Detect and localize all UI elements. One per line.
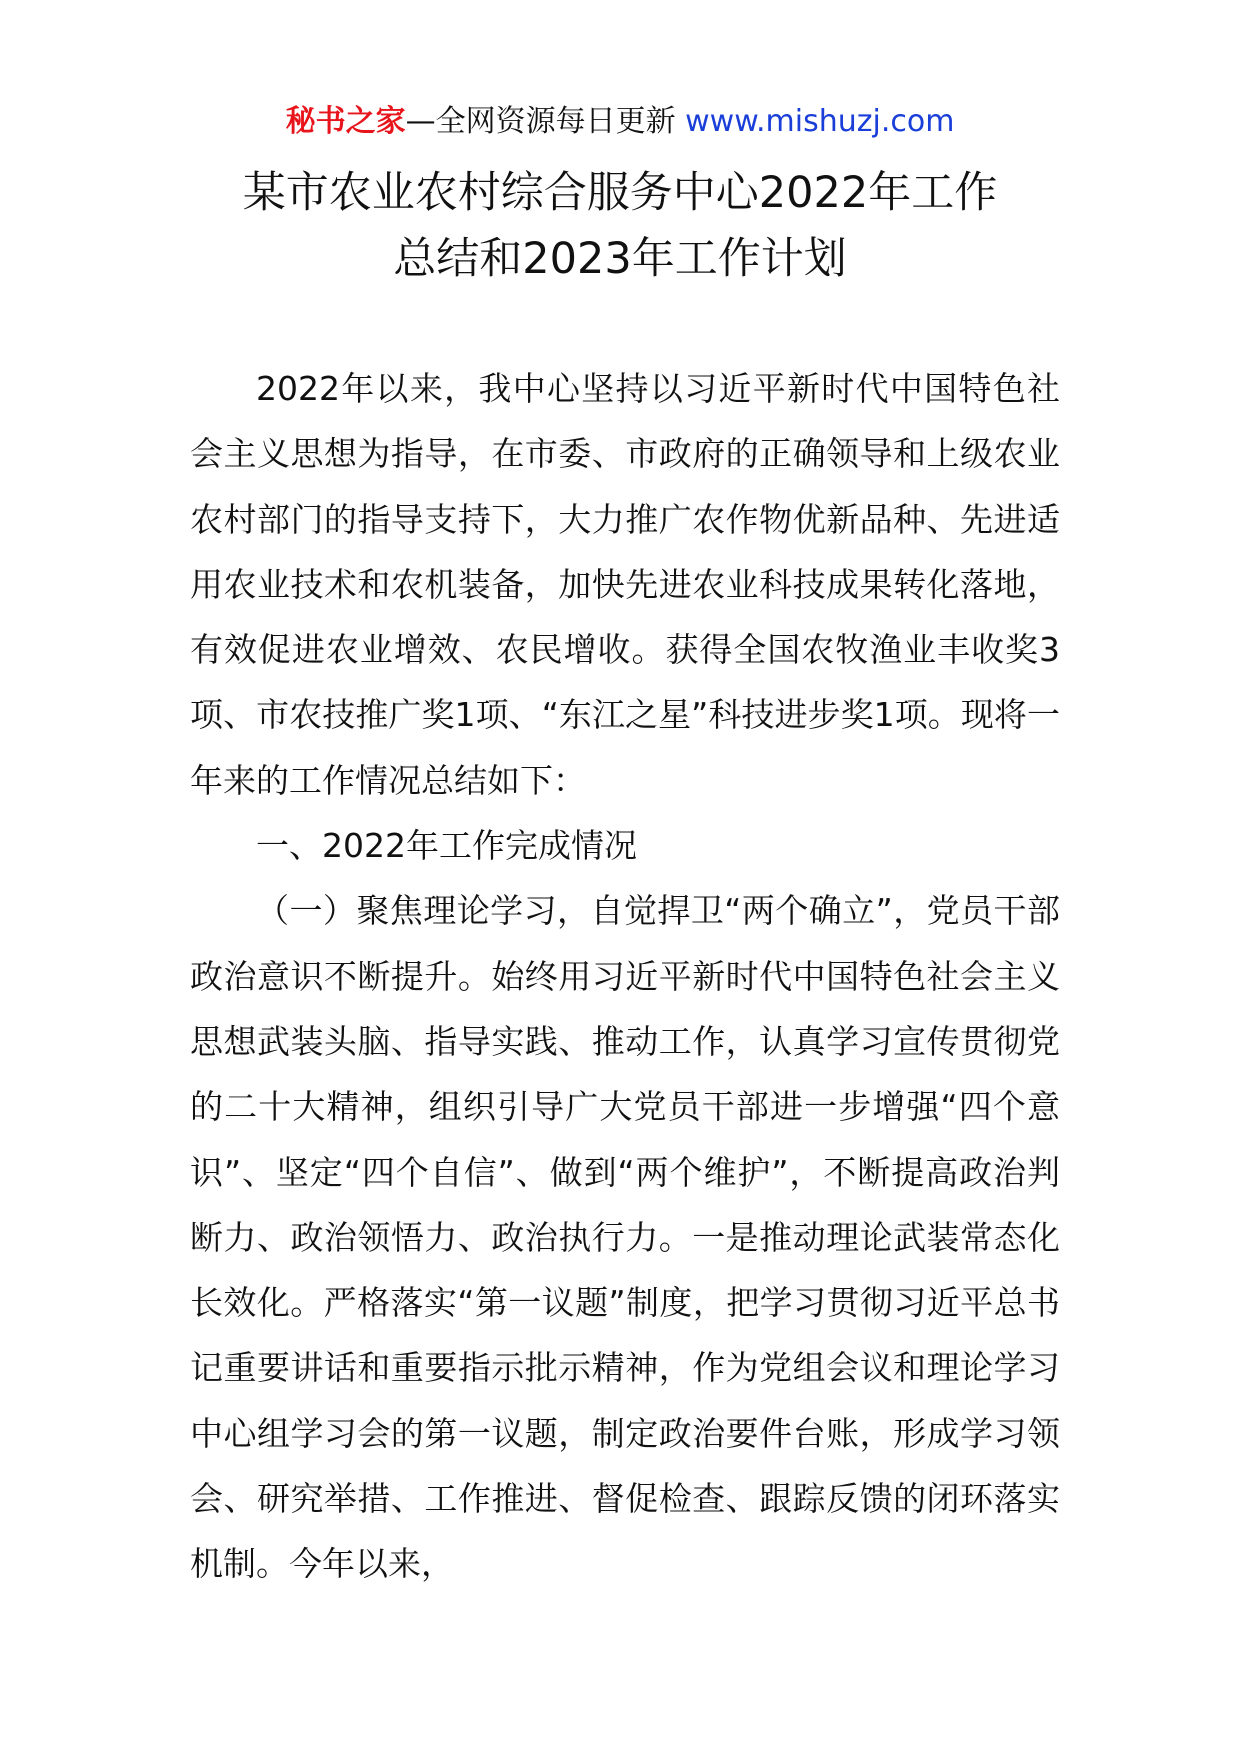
document-title	[0, 160, 1240, 292]
document-body	[190, 356, 1060, 1597]
section-heading: 一、2022年工作完成情况	[256, 826, 637, 866]
brand-name: 秘书之家	[285, 104, 406, 139]
header-tagline: —全网资源每日更新	[405, 104, 686, 139]
header-banner	[0, 100, 1240, 144]
site-url[interactable]: www.mishuzj.com	[685, 104, 955, 139]
intro-paragraph: 2022年以来，我中心坚持以习近平新时代中国特色社会主义思想为指导，在市委、市政府的正确领导和上级农业农村部门的指导支持下，大力推广农作物优新品种、先进适用农业技术和农机装备，加快先进农业科技成果转化落地，有效促进农业增效、农民增收。获得全国农牧渔业丰收奖3项、市农技推广奖1项、“东江之星”科技进步奖1项。现将一年来的工作情况总结如下：	[190, 369, 1060, 800]
title-line-1: 某市农业农村综合服务中心2022年工作	[242, 168, 998, 218]
body-paragraph: （一）聚焦理论学习，自觉捍卫“两个确立”，党员干部政治意识不断提升。始终用习近平新时代中国特色社会主义思想武装头脑、指导实践、推动工作，认真学习宣传贯彻党的二十大精神，组织引导广大党员干部进一步增强“四个意识”、坚定“四个自信”、做到“两个维护”，不断提高政治判断力、政治领悟力、政治执行力。一是推动理论武装常态化长效化。严格落实“第一议题”制度，把学习贯彻习近平总书记重要讲话和重要指示批示精神，作为党组会议和理论学习中心组学习会的第一议题，制定政治要件台账，形成学习领会、研究举措、工作推进、督促检查、跟踪反馈的闭环落实机制。今年以来，	[190, 891, 1060, 1584]
title-line-2: 总结和2023年工作计划	[393, 234, 847, 284]
